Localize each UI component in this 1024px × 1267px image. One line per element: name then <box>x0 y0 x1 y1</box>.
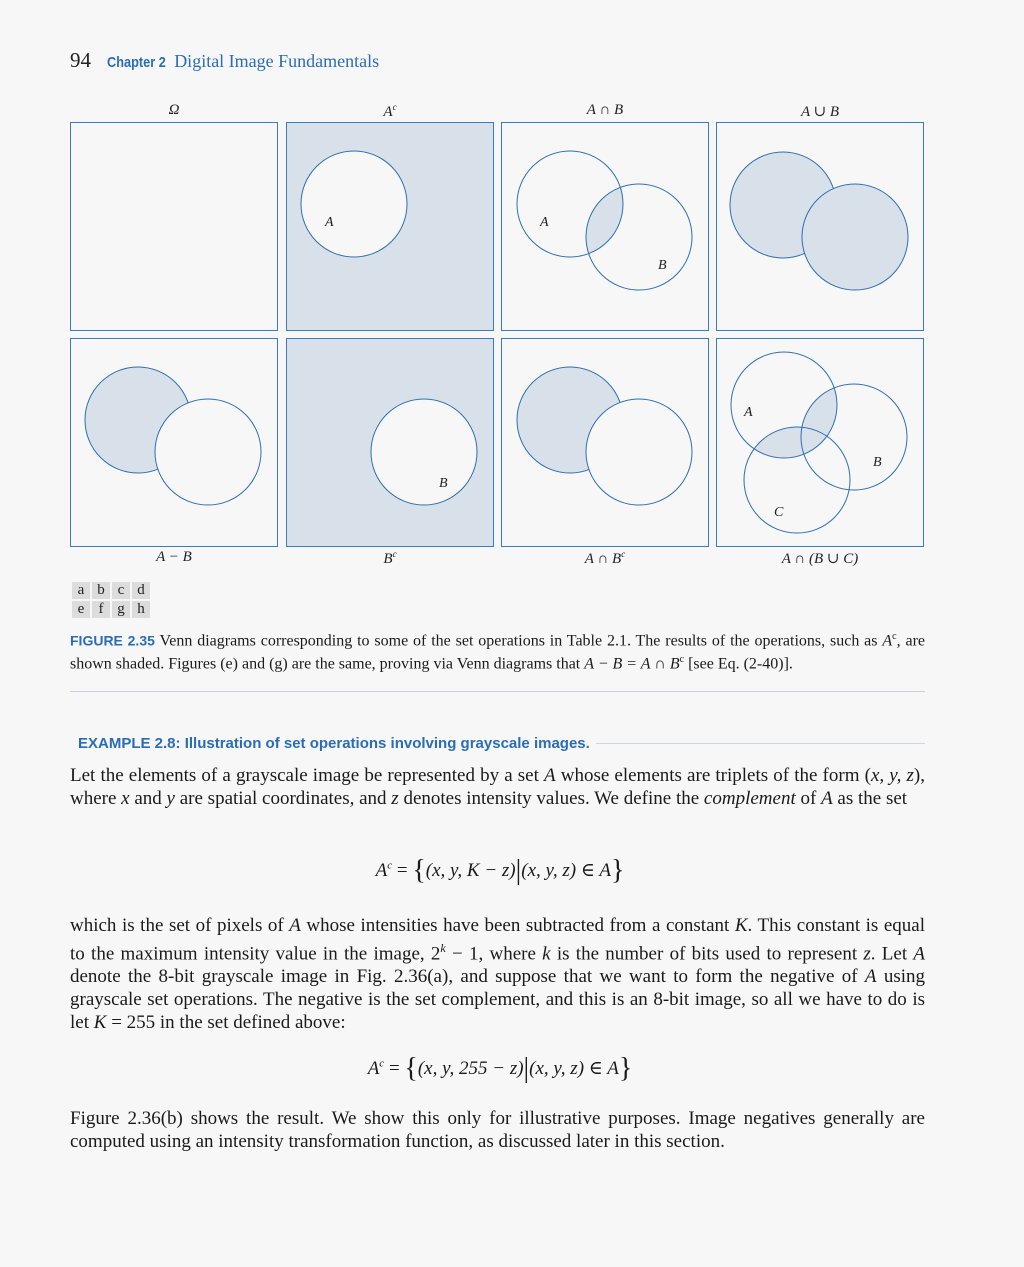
chapter-title: Digital Image Fundamentals <box>174 51 380 71</box>
set-label-b: B <box>873 455 882 470</box>
panel-letter: c <box>112 582 130 599</box>
venn-panel-e <box>70 338 278 547</box>
panel-label-b: $A^c$ <box>383 102 397 120</box>
venn-panel-a <box>70 122 278 331</box>
set-label-c: C <box>774 505 784 520</box>
page-number: 94 <box>70 48 91 72</box>
set-label-a: A <box>540 215 549 230</box>
running-header <box>70 48 379 78</box>
example-heading <box>70 735 925 752</box>
panel-label-c: A ∩ B <box>586 102 624 118</box>
panel-letter: g <box>112 601 130 618</box>
caption-rule <box>70 691 925 692</box>
paragraph-1: Let the elements of a grayscale image be represented by a set A whose elements are triplets of the form (x, y, z), where x and y are spatial coordinates, and z denotes intensity values. We define the complement of A as the set <box>70 765 925 809</box>
figure-label: FIGURE 2.35 <box>70 632 155 649</box>
panel-label-h: A ∩ (B ∪ C) <box>781 551 859 567</box>
venn-panel-h <box>716 338 924 547</box>
paragraph-3: Figure 2.36(b) shows the result. We show this only for illustrative purposes. Image negatives generally are computed using an intensity transformation function, as discussed later in this section. <box>70 1108 925 1152</box>
panel-letter: a <box>72 582 90 599</box>
set-label-a: A <box>325 215 334 230</box>
panel-letter: h <box>132 601 150 618</box>
panel-letter-grid <box>72 582 150 618</box>
panel-label-e: A − B <box>156 549 192 565</box>
equation-1: $A^c = \{(x$, y, K − z)|(x, y, z) ∈ A} <box>375 855 625 886</box>
panel-letter: f <box>92 601 110 618</box>
panel-label-d: A ∪ B <box>800 104 840 120</box>
panel-letter: e <box>72 601 90 618</box>
panel-label-a: Ω <box>168 102 180 118</box>
paragraph-2: which is the set of pixels of A whose intensities have been subtracted from a constant K. This constant is equal to the maximum intensity value in the image, $2^k - 1$, where k is the number of bits used to represent z. Let A denote the 8-bit grayscale image in Fig. 2.36(a), and suppose that we want to form the negative of A using grayscale set operations. The negative is the set complement, and this is an 8-bit image, so all we have to do is let K = 255 in the set defined above: <box>70 915 925 1034</box>
set-label-b: B <box>439 476 448 491</box>
set-label-a: A <box>744 405 753 420</box>
venn-panel-d <box>716 122 924 331</box>
panel-letter: d <box>132 582 150 599</box>
venn-panel-f <box>286 338 494 547</box>
example-title: EXAMPLE 2.8: Illustration of set operations involving grayscale images. <box>78 735 590 752</box>
venn-panel-b <box>286 122 494 331</box>
venn-panel-c <box>501 122 709 331</box>
venn-panel-g <box>501 338 709 547</box>
panel-letter: b <box>92 582 110 599</box>
chapter-label: Chapter 2 <box>107 54 166 71</box>
set-label-b: B <box>658 258 667 273</box>
equation-2: $A^c = \{(x$, y, 255 − z)|(x, y, z) ∈ A} <box>367 1053 633 1084</box>
panel-label-f: $B^c$ <box>383 549 397 567</box>
panel-label-g: A ∩ $B^c$ <box>584 549 626 567</box>
figure-caption: FIGURE 2.35 Venn diagrams corresponding to some of the set operations in Table 2.1. The results of the operations, such as $A^c$, are shown shaded. Figures (e) and (g) are the same, proving via Venn diagrams that A − B = A ∩ $B^c$ [see Eq. (2-40)]. <box>70 631 925 673</box>
